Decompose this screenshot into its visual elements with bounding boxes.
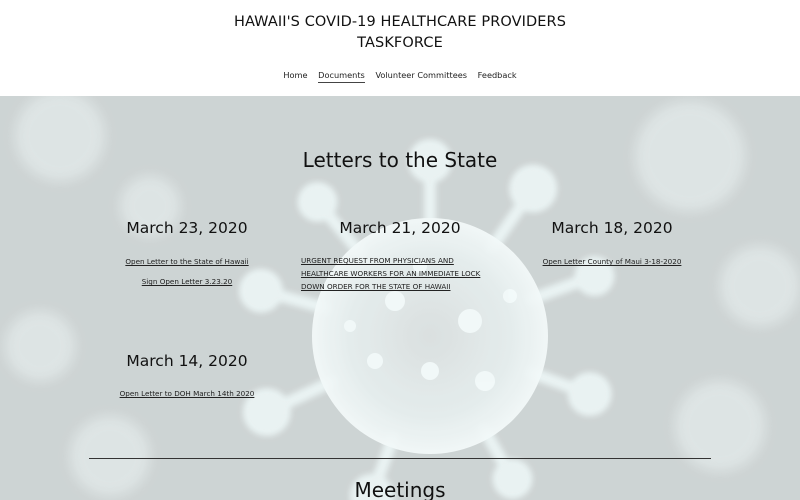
date-heading-march-23: March 23, 2020 — [126, 219, 248, 237]
date-heading-march-21: March 21, 2020 — [339, 219, 461, 237]
main-nav — [0, 70, 800, 83]
nav-item-feedback[interactable]: Feedback — [477, 70, 517, 80]
open-letter-county-maui-link[interactable]: Open Letter County of Maui 3-18-2020 — [542, 257, 682, 266]
open-letter-state-hawaii-link[interactable]: Open Letter to the State of Hawaii — [125, 257, 249, 266]
sign-open-letter-link[interactable]: Sign Open Letter 3.23.20 — [141, 277, 233, 286]
documents-hero-section — [0, 96, 800, 500]
nav-item-home[interactable]: Home — [283, 70, 308, 80]
site-header — [0, 0, 800, 96]
urgent-lockdown-request-link[interactable]: URGENT REQUEST FROM PHYSICIANS AND HEALTHCARE WORKERS FOR AN IMMEDIATE LOCK DOWN ORDER FOR THE STATE OF HAWAII — [301, 256, 481, 291]
meetings-section-title: Meetings — [354, 478, 446, 500]
date-heading-march-18: March 18, 2020 — [551, 219, 673, 237]
letters-section-title: Letters to the State — [302, 148, 498, 172]
date-heading-march-14: March 14, 2020 — [126, 352, 248, 370]
nav-item-volunteer-committees[interactable]: Volunteer Committees — [375, 70, 468, 80]
site-title-line-2[interactable]: TASKFORCE — [357, 35, 443, 51]
site-title-line-1[interactable]: HAWAII'S COVID-19 HEALTHCARE PROVIDERS — [233, 14, 567, 30]
nav-item-documents[interactable]: Documents — [318, 70, 365, 83]
open-letter-doh-link[interactable]: Open Letter to DOH March 14th 2020 — [119, 389, 255, 398]
site-title[interactable] — [0, 12, 800, 54]
section-divider — [89, 458, 711, 459]
